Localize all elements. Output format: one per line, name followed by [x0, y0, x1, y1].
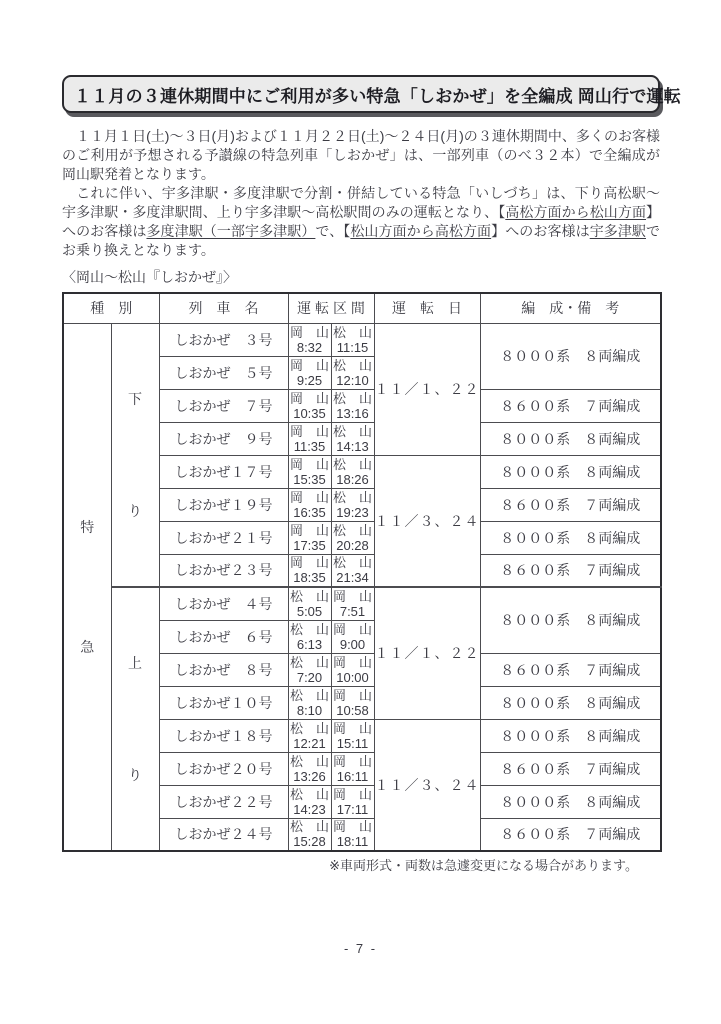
station-name: 岡 山 — [333, 786, 373, 802]
departure-cell — [288, 389, 331, 422]
station-time: 7:20 — [296, 669, 323, 685]
type-char: 急 — [80, 638, 95, 655]
page-title: １１月の３連休期間中にご利用が多い特急「しおかぜ」を全編成 岡山行で運転 — [74, 86, 681, 106]
departure-cell — [288, 653, 331, 686]
station-time: 9:25 — [296, 372, 323, 388]
formation: ８６００系 ７両編成 — [480, 818, 661, 851]
station-name: 松 山 — [333, 522, 373, 538]
text-segment: これに伴い、宇多津駅・多度津駅で分割・併結している特急「いしづち」は、下り高松駅～宇多津駅・多度津駅間、上り宇多津駅～高松駅間のみの運転となり、【 — [62, 185, 660, 220]
formation: ８０００系 ８両編成 — [480, 587, 661, 653]
train-name: しおかぜ ９号 — [159, 422, 288, 455]
station-name: 松 山 — [289, 720, 329, 736]
departure-cell — [288, 488, 331, 521]
station-time: 18:26 — [336, 471, 369, 487]
formation: ８０００系 ８両編成 — [480, 686, 661, 719]
arrival-cell — [331, 785, 374, 818]
station-time: 18:11 — [336, 834, 369, 850]
paragraph-2 — [62, 184, 660, 260]
train-name: しおかぜ２２号 — [159, 785, 288, 818]
station-name: 松 山 — [333, 489, 373, 505]
station-name: 岡 山 — [289, 456, 329, 472]
title-banner — [62, 75, 681, 113]
station-time: 21:34 — [336, 570, 369, 586]
header-formation: 編 成・備 考 — [480, 293, 661, 323]
arrival-cell — [331, 389, 374, 422]
station-time: 8:32 — [296, 339, 323, 355]
operating-date: １１／１、２２ — [374, 323, 480, 455]
station-name: 岡 山 — [289, 357, 329, 373]
departure-cell — [288, 455, 331, 488]
station-name: 松 山 — [333, 423, 373, 439]
down-direction-cell — [111, 323, 159, 587]
station-time: 10:35 — [293, 405, 326, 421]
text-segment: で、【 — [315, 223, 351, 239]
operating-date: １１／３、２４ — [374, 719, 480, 851]
station-name: 岡 山 — [333, 687, 373, 703]
train-name: しおかぜ１９号 — [159, 488, 288, 521]
arrival-cell — [331, 455, 374, 488]
station-time: 9:00 — [339, 636, 366, 652]
direction-char: 上 — [128, 655, 142, 671]
train-name: しおかぜ ５号 — [159, 356, 288, 389]
header-train-name: 列 車 名 — [159, 293, 288, 323]
direction-char: り — [128, 767, 142, 783]
train-name: しおかぜ１０号 — [159, 686, 288, 719]
station-name: 岡 山 — [289, 489, 329, 505]
station-time: 11:15 — [336, 339, 369, 355]
departure-cell — [288, 554, 331, 587]
station-name: 岡 山 — [289, 390, 329, 406]
station-time: 6:13 — [296, 636, 323, 652]
station-name: 松 山 — [289, 687, 329, 703]
station-name: 岡 山 — [333, 588, 373, 604]
station-name: 岡 山 — [289, 522, 329, 538]
station-time: 14:23 — [293, 801, 326, 817]
station-time: 15:11 — [336, 735, 369, 751]
underlined-segment: 宇多津駅 — [589, 223, 646, 239]
station-time: 7:51 — [339, 603, 366, 619]
departure-cell — [288, 422, 331, 455]
train-name: しおかぜ２１号 — [159, 521, 288, 554]
underlined-segment: 高松方面から松山方面 — [505, 204, 647, 220]
formation: ８６００系 ７両編成 — [480, 653, 661, 686]
station-name: 岡 山 — [333, 621, 373, 637]
header-section: 運 転 区 間 — [288, 293, 374, 323]
station-name: 松 山 — [289, 621, 329, 637]
arrival-cell — [331, 422, 374, 455]
station-time: 10:00 — [336, 669, 369, 685]
station-time: 12:21 — [293, 735, 326, 751]
arrival-cell — [331, 818, 374, 851]
arrival-cell — [331, 554, 374, 587]
page-number: - 7 - — [343, 941, 378, 956]
arrival-cell — [331, 719, 374, 752]
arrival-cell — [331, 356, 374, 389]
station-name: 松 山 — [289, 786, 329, 802]
train-name: しおかぜ ４号 — [159, 587, 288, 620]
station-time: 5:05 — [296, 603, 323, 619]
arrival-cell — [331, 653, 374, 686]
text-segment: 】へのお客様は — [62, 204, 661, 239]
station-time: 15:28 — [293, 834, 326, 850]
station-time: 15:35 — [293, 471, 326, 487]
station-name: 松 山 — [289, 654, 329, 670]
formation: ８０００系 ８両編成 — [480, 521, 661, 554]
train-name: しおかぜ２３号 — [159, 554, 288, 587]
arrival-cell — [331, 488, 374, 521]
formation: ８６００系 ７両編成 — [480, 488, 661, 521]
formation: ８６００系 ７両編成 — [480, 554, 661, 587]
footnote: ※車両形式・両数は急遽変更になる場合があります。 — [329, 858, 638, 873]
train-name: しおかぜ１７号 — [159, 455, 288, 488]
station-name: 松 山 — [289, 819, 329, 835]
arrival-cell — [331, 521, 374, 554]
direction-char: り — [128, 502, 142, 519]
formation: ８０００系 ８両編成 — [480, 422, 661, 455]
arrival-cell — [331, 620, 374, 653]
text-segment: でお乗り換えとなります。 — [62, 223, 660, 258]
station-name: 松 山 — [289, 588, 329, 604]
station-name: 松 山 — [289, 753, 329, 769]
type-label-cell — [63, 323, 111, 851]
station-name: 岡 山 — [333, 753, 373, 769]
arrival-cell — [331, 752, 374, 785]
text-segment: 】へのお客様は — [491, 223, 590, 239]
station-name: 松 山 — [333, 357, 373, 373]
station-name: 松 山 — [333, 390, 373, 406]
formation: ８０００系 ８両編成 — [480, 719, 661, 752]
train-name: しおかぜ ７号 — [159, 389, 288, 422]
station-time: 16:11 — [336, 768, 369, 784]
station-name: 松 山 — [333, 324, 373, 340]
table-row — [63, 323, 661, 356]
station-time: 16:35 — [293, 504, 326, 520]
table-header-row — [63, 293, 661, 323]
station-name: 岡 山 — [333, 654, 373, 670]
station-name: 松 山 — [333, 555, 373, 571]
formation: ８０００系 ８両編成 — [480, 323, 661, 389]
station-time: 12:10 — [336, 372, 369, 388]
train-name: しおかぜ ８号 — [159, 653, 288, 686]
table-caption: 〈岡山～松山『しおかぜ』〉 — [62, 269, 237, 285]
station-name: 岡 山 — [289, 555, 329, 571]
station-time: 20:28 — [336, 537, 369, 553]
header-type: 種 別 — [63, 293, 159, 323]
station-time: 14:13 — [336, 438, 369, 454]
intro-paragraphs — [62, 127, 660, 260]
train-schedule-table — [62, 292, 662, 852]
departure-cell — [288, 752, 331, 785]
table-row — [63, 587, 661, 620]
station-name: 岡 山 — [333, 720, 373, 736]
station-time: 17:11 — [336, 801, 369, 817]
departure-cell — [288, 785, 331, 818]
station-time: 13:16 — [336, 405, 369, 421]
station-name: 岡 山 — [289, 423, 329, 439]
station-name: 岡 山 — [333, 819, 373, 835]
station-name: 松 山 — [333, 456, 373, 472]
arrival-cell — [331, 686, 374, 719]
departure-cell — [288, 356, 331, 389]
departure-cell — [288, 818, 331, 851]
departure-cell — [288, 587, 331, 620]
station-time: 8:10 — [296, 702, 323, 718]
formation: ８０００系 ８両編成 — [480, 785, 661, 818]
arrival-cell — [331, 323, 374, 356]
train-name: しおかぜ２４号 — [159, 818, 288, 851]
departure-cell — [288, 719, 331, 752]
paragraph-1: １１月１日(土)～３日(月)および１１月２２日(土)～２４日(月)の３連休期間中、多くのお客様のご利用が予想される予讃線の特急列車「しおかぜ」は、一部列車（のべ３２本）で全編成が岡山駅発着となります。 — [62, 128, 660, 182]
station-time: 10:58 — [336, 702, 369, 718]
station-name: 岡 山 — [289, 324, 329, 340]
train-name: しおかぜ２０号 — [159, 752, 288, 785]
train-name: しおかぜ ３号 — [159, 323, 288, 356]
direction-char: 下 — [128, 390, 142, 407]
operating-date: １１／３、２４ — [374, 455, 480, 587]
departure-cell — [288, 686, 331, 719]
station-time: 13:26 — [293, 768, 326, 784]
header-date: 運 転 日 — [374, 293, 480, 323]
operating-date: １１／１、２２ — [374, 587, 480, 719]
train-name: しおかぜ１８号 — [159, 719, 288, 752]
up-direction-cell — [111, 587, 159, 851]
station-time: 11:35 — [293, 438, 326, 454]
departure-cell — [288, 620, 331, 653]
underlined-segment: 松山方面から高松方面 — [350, 223, 492, 239]
type-char: 特 — [80, 518, 95, 535]
formation: ８６００系 ７両編成 — [480, 389, 661, 422]
station-time: 17:35 — [293, 537, 326, 553]
arrival-cell — [331, 587, 374, 620]
departure-cell — [288, 323, 331, 356]
formation: ８６００系 ７両編成 — [480, 752, 661, 785]
train-name: しおかぜ ６号 — [159, 620, 288, 653]
formation: ８０００系 ８両編成 — [480, 455, 661, 488]
departure-cell — [288, 521, 331, 554]
underlined-segment: 多度津駅（一部宇多津駅） — [146, 223, 316, 239]
station-time: 18:35 — [293, 570, 326, 586]
station-time: 19:23 — [336, 504, 369, 520]
